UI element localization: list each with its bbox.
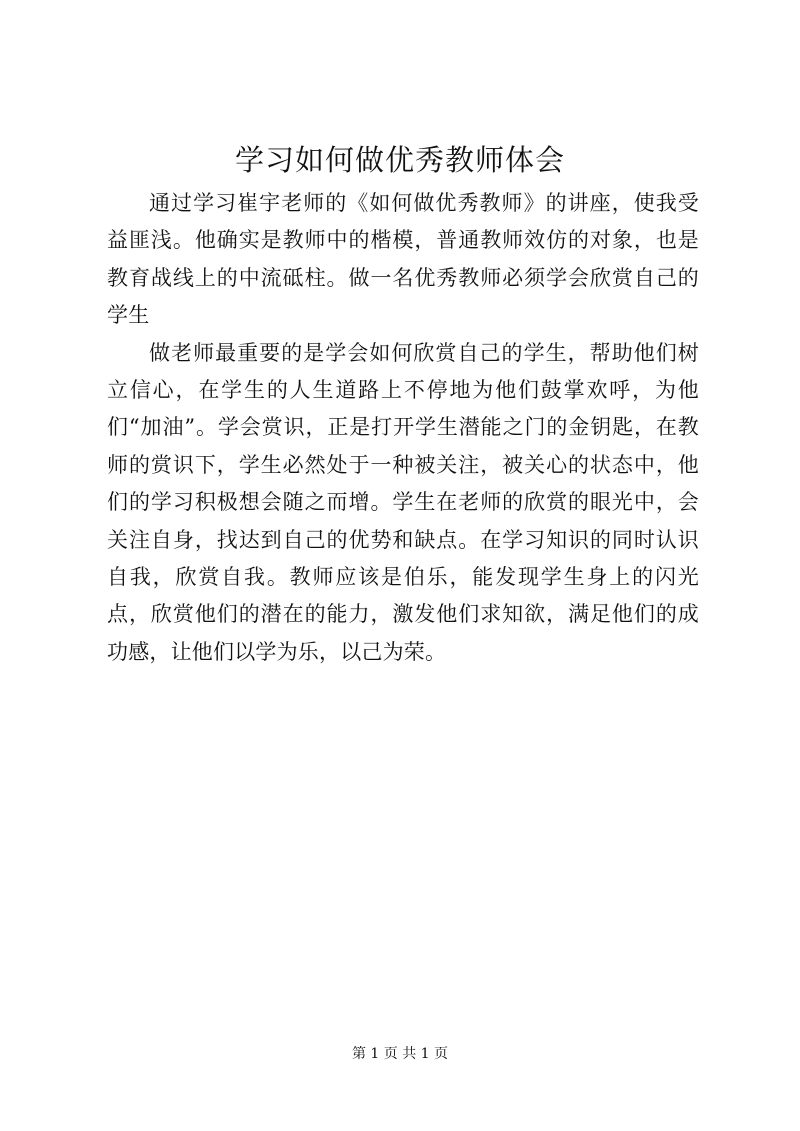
paragraph-1: 通过学习崔宇老师的《如何做优秀教师》的讲座，使我受益匪浅。他确实是教师中的楷模，普通教师效仿的对象，也是教育战线上的中流砥柱。做一名优秀教师必须学会欣赏自己的学生 — [107, 191, 699, 328]
document-body — [107, 185, 699, 671]
page-footer: 第 1 页 共 1 页 — [351, 1046, 449, 1062]
document-title: 学习如何做优秀教师体会 — [234, 143, 565, 177]
paragraph-2: 做老师最重要的是学会如何欣赏自己的学生，帮助他们树立信心，在学生的人生道路上不停地为他们鼓掌欢呼，为他们“加油”。学会赏识，正是打开学生潜能之门的金钥匙，在教师的赏识下，学生必然处于一种被关注，被关心的状态中，他们的学习积极想会随之而增。学生在老师的欣赏的眼光中，会关注自身，找达到自己的优势和缺点。在学习知识的同时认识自我，欣赏自我。教师应该是伯乐，能发现学生身上的闪光点，欣赏他们的潜在的能力，激发他们求知欲，满足他们的成功感，让他们以学为乐，以己为荣。 — [107, 340, 699, 664]
